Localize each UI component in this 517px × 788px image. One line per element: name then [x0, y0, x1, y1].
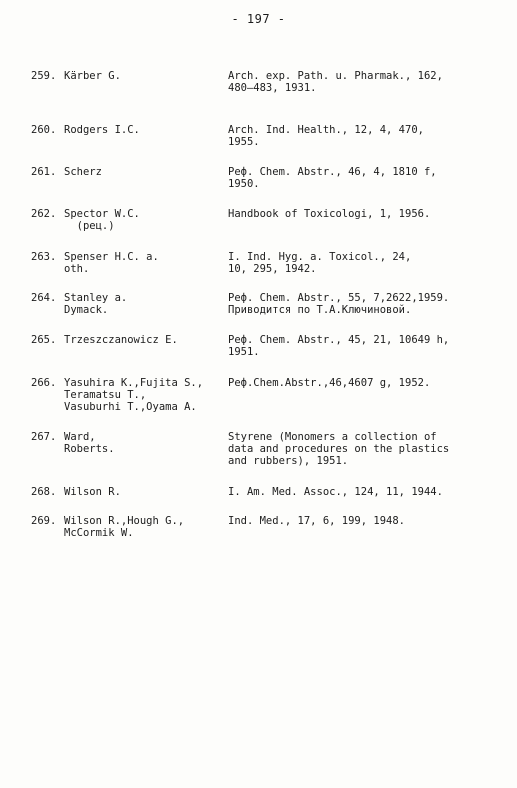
- reference-source: I. Am. Med. Assoc., 124, 11, 1944.: [228, 486, 443, 498]
- reference-number: 268.: [31, 486, 57, 498]
- reference-source: Handbook of Toxicologi, 1, 1956.: [228, 208, 431, 220]
- reference-author: Wilson R.: [64, 486, 121, 498]
- reference-source: Реф. Chem. Abstr., 46, 4, 1810 f, 1950.: [228, 166, 437, 190]
- reference-author: Ward, Roberts.: [64, 431, 115, 455]
- reference-source: Реф.Chem.Abstr.,46,4607 g, 1952.: [228, 377, 431, 389]
- reference-source: Ind. Med., 17, 6, 199, 1948.: [228, 515, 406, 527]
- reference-author: Yasuhira K.,Fujita S., Teramatsu T., Vasuburhi T.,Oyama A.: [64, 377, 204, 413]
- reference-number: 265.: [31, 334, 57, 346]
- reference-number: 263.: [31, 251, 57, 263]
- reference-author: Spenser H.C. a. oth.: [64, 251, 159, 275]
- reference-number: 261.: [31, 166, 57, 178]
- reference-source: Arch. Ind. Health., 12, 4, 470, 1955.: [228, 124, 424, 148]
- reference-source: I. Ind. Hyg. a. Toxicol., 24, 10, 295, 1942.: [228, 251, 412, 275]
- reference-number: 260.: [31, 124, 57, 136]
- reference-author: Wilson R.,Hough G., McCormik W.: [64, 515, 185, 539]
- reference-author: Scherz: [64, 166, 102, 178]
- reference-number: 267.: [31, 431, 57, 443]
- reference-author: Spector W.C. (рец.): [64, 208, 140, 232]
- reference-author: Stanley a. Dymack.: [64, 292, 128, 316]
- reference-source: Styrene (Monomers a collection of data and procedures on the plastics and rubbers), 1951.: [228, 431, 450, 467]
- reference-source: Реф. Chem. Abstr., 45, 21, 10649 h, 1951.: [228, 334, 450, 358]
- reference-number: 269.: [31, 515, 57, 527]
- reference-number: 266.: [31, 377, 57, 389]
- reference-number: 262.: [31, 208, 57, 220]
- reference-number: 259.: [31, 70, 57, 82]
- reference-number: 264.: [31, 292, 57, 304]
- reference-source: Arch. exp. Path. u. Pharmak., 162, 480—483, 1931.: [228, 70, 443, 94]
- page-number: - 197 -: [231, 12, 286, 26]
- reference-author: Trzeszczanowicz E.: [64, 334, 178, 346]
- reference-author: Rodgers I.C.: [64, 124, 140, 136]
- reference-source: Реф. Chem. Abstr., 55, 7,2622,1959. Приводится по Т.А.Ключиновой.: [228, 292, 450, 316]
- reference-author: Kärber G.: [64, 70, 121, 82]
